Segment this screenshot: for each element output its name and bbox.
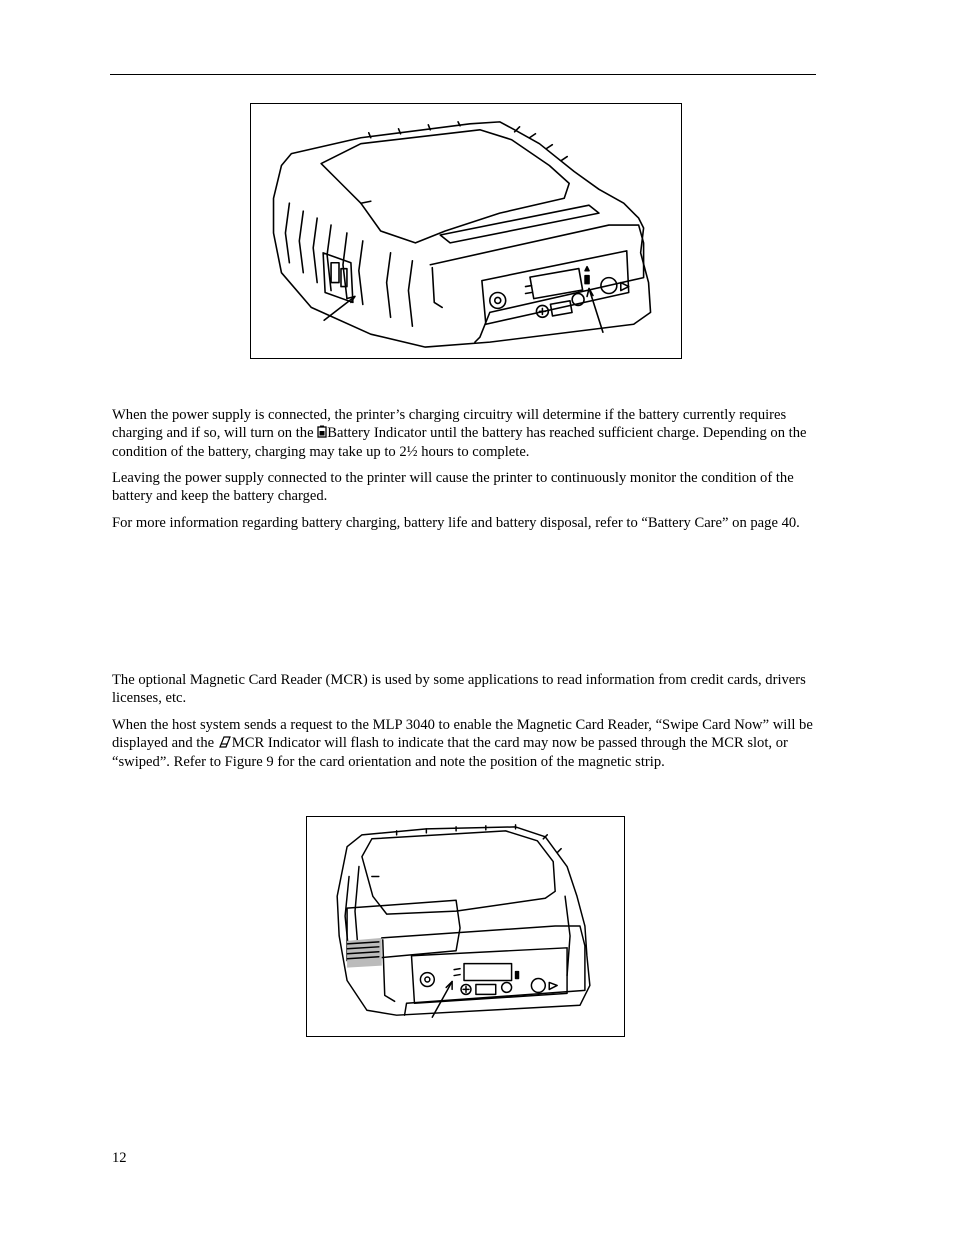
mcr-paragraph-1: The optional Magnetic Card Reader (MCR) is used by some applications to read information from credit cards, drivers licenses, etc. [112,672,806,707]
printer-mcr-illustration [307,817,624,1036]
charging-paragraph-3: For more information regarding battery charging, battery life and battery disposal, refer to “Battery Care” on page 40. [112,515,800,531]
mcr-indicator-icon [218,735,232,753]
mcr-text-2b: MCR Indicator will flash to indicate that the card may now be passed through the MCR slot, or “swiped”. Refer to Figure 9 for the card orientation and note the position of the magnetic strip. [112,735,788,771]
charging-paragraph-1 [112,406,824,462]
charging-text-1b: Battery Indicator until the battery has reached sufficient charge. Depending on the condition of the battery, charging may take up to 2½ hours to complete. [112,425,807,461]
page-number: 12 [112,1150,127,1166]
printer-charging-illustration [251,104,681,358]
charging-paragraph-2: Leaving the power supply connected to the printer will cause the printer to continuously monitor the condition of the battery and keep the battery charged. [112,470,794,505]
printer-charging-figure [250,103,682,359]
charging-text-1a: When the power supply is connected, the printer’s charging circuitry will determine if the battery currently requires charging and if so, will turn on the [112,407,787,442]
mcr-text-2a: When the host system sends a request to the MLP 3040 to enable the Magnetic Card Reader, “Swipe Card Now” will be displayed and the [112,717,813,752]
header-rule [110,74,816,75]
mcr-paragraph-2 [112,716,824,772]
printer-mcr-figure [306,816,625,1037]
battery-indicator-icon [317,425,327,443]
